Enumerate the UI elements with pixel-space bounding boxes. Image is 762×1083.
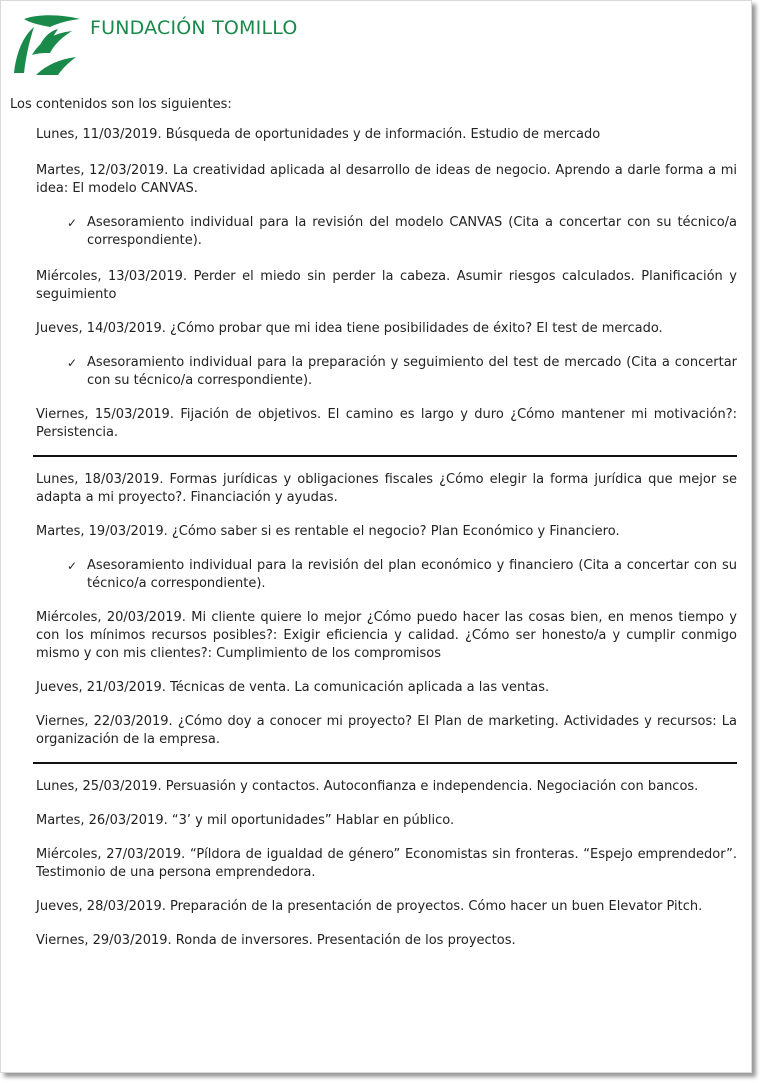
session-entry: Miércoles, 27/03/2019. “Píldora de igualdad de género” Economistas sin fronteras. “Espejo emprendedor”. Testimonio de una persona emprendedora. [36, 847, 737, 880]
advisory-text: Asesoramiento individual para la preparación y seguimiento del test de mercado (Cita a concertar con su técnico/a correspondiente). [87, 355, 737, 388]
program-content [1, 96, 753, 950]
session-entry: Jueves, 21/03/2019. Técnicas de venta. La comunicación aplicada a las ventas. [36, 680, 550, 695]
advisory-text: Asesoramiento individual para la revisión del modelo CANVAS (Cita a concertar con su técnico/a correspondiente). [87, 215, 737, 248]
session-entry: Jueves, 28/03/2019. Preparación de la presentación de proyectos. Cómo hacer un buen Elevator Pitch. [36, 899, 703, 914]
session-entry: Viernes, 15/03/2019. Fijación de objetivos. El camino es largo y duro ¿Cómo mantener mi motivación?: Persistencia. [36, 407, 737, 440]
session-entry: Jueves, 14/03/2019. ¿Cómo probar que mi idea tiene posibilidades de éxito? El test de mercado. [36, 321, 663, 336]
session-entry: Viernes, 22/03/2019. ¿Cómo doy a conocer mi proyecto? El Plan de marketing. Actividades y recursos: La organización de la empresa. [36, 714, 737, 747]
session-entry: Lunes, 25/03/2019. Persuasión y contactos. Autoconfianza e independencia. Negociación con bancos. [36, 779, 699, 794]
check-icon: ✓ [67, 559, 78, 573]
fundacion-tomillo-logo-icon [10, 15, 82, 77]
advisory-item [67, 354, 737, 390]
org-name: FUNDACIÓN TOMILLO [90, 17, 298, 39]
session-entry: Martes, 19/03/2019. ¿Cómo saber si es rentable el negocio? Plan Económico y Financiero. [36, 524, 620, 539]
session-entry: Martes, 12/03/2019. La creatividad aplicada al desarrollo de ideas de negocio. Aprendo a darle forma a mi idea: El modelo CANVAS. [36, 163, 737, 196]
session-entry: Viernes, 29/03/2019. Ronda de inversores. Presentación de los proyectos. [36, 933, 516, 948]
intro-text: Los contenidos son los siguientes: [10, 97, 232, 112]
advisory-item [67, 214, 737, 250]
session-entry: Miércoles, 13/03/2019. Perder el miedo sin perder la cabeza. Asumir riesgos calculados. Planificación y seguimiento [36, 269, 737, 302]
logo [10, 15, 298, 77]
session-entry: Miércoles, 20/03/2019. Mi cliente quiere lo mejor ¿Cómo puedo hacer las cosas bien, en menos tiempo y con los mínimos recursos posibles?: Exigir eficiencia y calidad. ¿Cómo ser honesto/a y cumplir conmigo mismo y con mis clientes?: Cumplimiento de los compromisos [36, 610, 737, 661]
advisory-text: Asesoramiento individual para la revisión del plan económico y financiero (Cita a concertar con su técnico/a correspondiente). [87, 558, 737, 591]
session-entry: Lunes, 11/03/2019. Búsqueda de oportunidades y de información. Estudio de mercado [36, 127, 601, 142]
check-icon: ✓ [67, 216, 78, 230]
advisory-item [67, 557, 737, 593]
session-entry: Lunes, 18/03/2019. Formas jurídicas y obligaciones fiscales ¿Cómo elegir la forma jurídica que mejor se adapta a mi proyecto?. Financiación y ayudas. [36, 472, 737, 505]
session-entry: Martes, 26/03/2019. “3’ y mil oportunidades” Hablar en público. [36, 813, 455, 828]
check-icon: ✓ [67, 356, 78, 370]
